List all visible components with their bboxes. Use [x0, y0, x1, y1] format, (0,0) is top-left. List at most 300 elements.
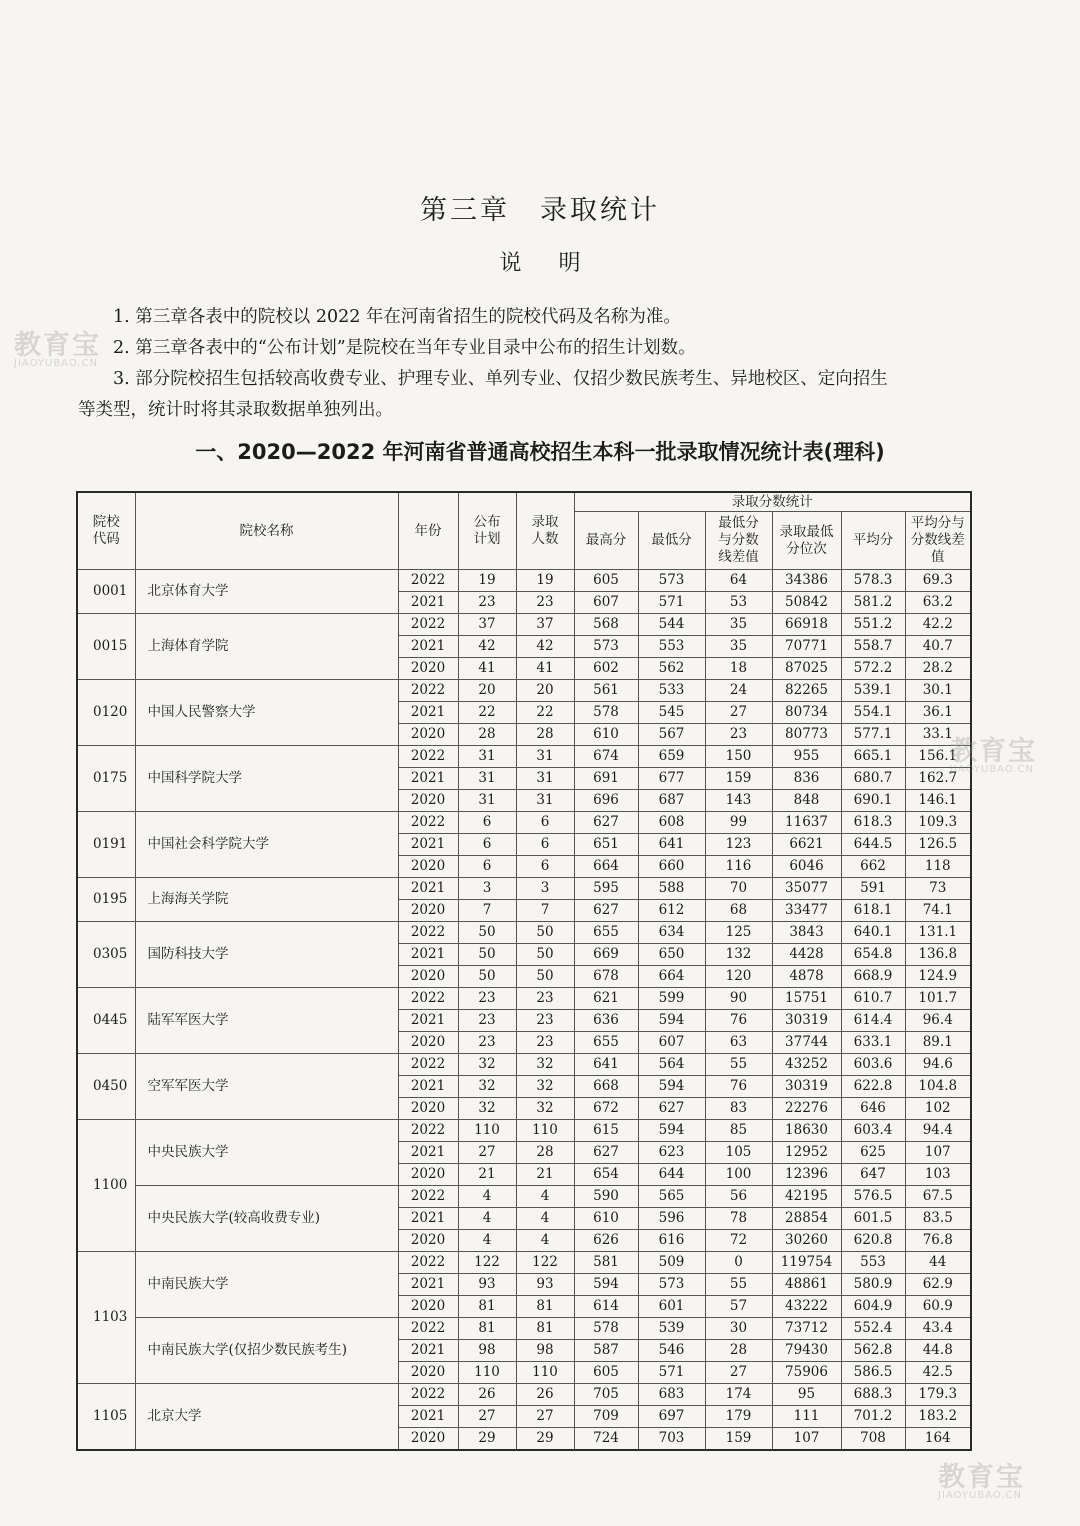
- avg-diff-cell: 183.2: [905, 1406, 971, 1428]
- plan-cell: 50: [458, 966, 516, 988]
- avg-score-cell: 610.7: [841, 988, 905, 1010]
- min-rank-cell: 18630: [772, 1120, 841, 1142]
- min-score-cell: 594: [638, 1076, 705, 1098]
- year-cell: 2022: [398, 988, 458, 1010]
- year-cell: 2021: [398, 1274, 458, 1296]
- avg-diff-cell: 40.7: [905, 636, 971, 658]
- min-diff-cell: 18: [705, 658, 772, 680]
- min-score-cell: 659: [638, 746, 705, 768]
- min-diff-cell: 56: [705, 1186, 772, 1208]
- avg-score-cell: 601.5: [841, 1208, 905, 1230]
- min-rank-cell: 11637: [772, 812, 841, 834]
- min-diff-cell: 123: [705, 834, 772, 856]
- year-cell: 2020: [398, 1098, 458, 1120]
- min-rank-cell: 66918: [772, 614, 841, 636]
- avg-diff-cell: 94.6: [905, 1054, 971, 1076]
- min-score-cell: 545: [638, 702, 705, 724]
- year-cell: 2022: [398, 922, 458, 944]
- avg-diff-cell: 94.4: [905, 1120, 971, 1142]
- avg-diff-cell: 107: [905, 1142, 971, 1164]
- header-admitted: 录取人数: [516, 492, 574, 570]
- avg-diff-cell: 63.2: [905, 592, 971, 614]
- admitted-cell: 4: [516, 1230, 574, 1252]
- avg-diff-cell: 164: [905, 1428, 971, 1451]
- max-score-cell: 669: [574, 944, 638, 966]
- watermark-bottom-sub: JIAOYUBAO.CN: [938, 1490, 1022, 1501]
- avg-score-cell: 622.8: [841, 1076, 905, 1098]
- max-score-cell: 587: [574, 1340, 638, 1362]
- avg-diff-cell: 83.5: [905, 1208, 971, 1230]
- max-score-cell: 641: [574, 1054, 638, 1076]
- year-cell: 2020: [398, 1296, 458, 1318]
- avg-diff-cell: 42.5: [905, 1362, 971, 1384]
- min-diff-cell: 35: [705, 614, 772, 636]
- min-rank-cell: 80773: [772, 724, 841, 746]
- admitted-cell: 6: [516, 856, 574, 878]
- school-name: 上海海关学院: [135, 878, 398, 922]
- min-score-cell: 616: [638, 1230, 705, 1252]
- year-cell: 2022: [398, 614, 458, 636]
- max-score-cell: 578: [574, 1318, 638, 1340]
- avg-score-cell: 701.2: [841, 1406, 905, 1428]
- school-code: 0445: [77, 988, 135, 1054]
- avg-score-cell: 562.8: [841, 1340, 905, 1362]
- admitted-cell: 23: [516, 1010, 574, 1032]
- max-score-cell: 561: [574, 680, 638, 702]
- avg-score-cell: 640.1: [841, 922, 905, 944]
- plan-cell: 4: [458, 1186, 516, 1208]
- table-body: [77, 570, 971, 1451]
- max-score-cell: 709: [574, 1406, 638, 1428]
- max-score-cell: 636: [574, 1010, 638, 1032]
- min-diff-cell: 57: [705, 1296, 772, 1318]
- avg-diff-cell: 136.8: [905, 944, 971, 966]
- admitted-cell: 23: [516, 1032, 574, 1054]
- plan-cell: 50: [458, 944, 516, 966]
- chapter-title: 第三章 录取统计: [420, 195, 660, 226]
- avg-score-cell: 539.1: [841, 680, 905, 702]
- min-rank-cell: 4878: [772, 966, 841, 988]
- plan-cell: 42: [458, 636, 516, 658]
- min-rank-cell: 3843: [772, 922, 841, 944]
- school-name: 中国人民警察大学: [135, 680, 398, 746]
- max-score-cell: 581: [574, 1252, 638, 1274]
- school-code: 1105: [77, 1384, 135, 1451]
- plan-cell: 23: [458, 1032, 516, 1054]
- table-row: [77, 1120, 971, 1142]
- admitted-cell: 98: [516, 1340, 574, 1362]
- admitted-cell: 32: [516, 1098, 574, 1120]
- admitted-cell: 28: [516, 1142, 574, 1164]
- min-diff-cell: 159: [705, 768, 772, 790]
- avg-score-cell: 553: [841, 1252, 905, 1274]
- min-score-cell: 562: [638, 658, 705, 680]
- school-code: 0195: [77, 878, 135, 922]
- plan-cell: 26: [458, 1384, 516, 1406]
- min-diff-cell: 23: [705, 724, 772, 746]
- min-rank-cell: 30260: [772, 1230, 841, 1252]
- note-3-continued: 等类型，统计时将其录取数据单独列出。: [78, 400, 393, 420]
- watermark-left-sub: JIAOYUBAO.CN: [14, 358, 98, 369]
- avg-diff-cell: 28.2: [905, 658, 971, 680]
- min-diff-cell: 24: [705, 680, 772, 702]
- school-code: 0450: [77, 1054, 135, 1120]
- admitted-cell: 50: [516, 922, 574, 944]
- avg-score-cell: 581.2: [841, 592, 905, 614]
- max-score-cell: 627: [574, 812, 638, 834]
- min-score-cell: 607: [638, 1032, 705, 1054]
- max-score-cell: 724: [574, 1428, 638, 1451]
- admitted-cell: 22: [516, 702, 574, 724]
- max-score-cell: 595: [574, 878, 638, 900]
- max-score-cell: 655: [574, 1032, 638, 1054]
- min-score-cell: 546: [638, 1340, 705, 1362]
- min-diff-cell: 116: [705, 856, 772, 878]
- min-score-cell: 594: [638, 1120, 705, 1142]
- avg-diff-cell: 103: [905, 1164, 971, 1186]
- max-score-cell: 691: [574, 768, 638, 790]
- school-code: 1100: [77, 1120, 135, 1252]
- max-score-cell: 678: [574, 966, 638, 988]
- min-diff-cell: 27: [705, 702, 772, 724]
- plan-cell: 81: [458, 1318, 516, 1340]
- plan-cell: 29: [458, 1428, 516, 1451]
- min-rank-cell: 15751: [772, 988, 841, 1010]
- avg-diff-cell: 156.1: [905, 746, 971, 768]
- avg-score-cell: 577.1: [841, 724, 905, 746]
- min-diff-cell: 68: [705, 900, 772, 922]
- avg-score-cell: 688.3: [841, 1384, 905, 1406]
- admitted-cell: 21: [516, 1164, 574, 1186]
- min-rank-cell: 42195: [772, 1186, 841, 1208]
- table-title: 一、2020—2022 年河南省普通高校招生本科一批录取情况统计表(理科): [195, 440, 885, 464]
- plan-cell: 110: [458, 1120, 516, 1142]
- min-diff-cell: 99: [705, 812, 772, 834]
- avg-score-cell: 647: [841, 1164, 905, 1186]
- max-score-cell: 607: [574, 592, 638, 614]
- school-code: 1103: [77, 1252, 135, 1384]
- avg-score-cell: 680.7: [841, 768, 905, 790]
- school-code: 0015: [77, 614, 135, 680]
- plan-cell: 32: [458, 1076, 516, 1098]
- admitted-cell: 93: [516, 1274, 574, 1296]
- min-rank-cell: 43252: [772, 1054, 841, 1076]
- min-score-cell: 664: [638, 966, 705, 988]
- year-cell: 2021: [398, 834, 458, 856]
- year-cell: 2021: [398, 1406, 458, 1428]
- year-cell: 2020: [398, 1164, 458, 1186]
- school-code: 0120: [77, 680, 135, 746]
- avg-diff-cell: 30.1: [905, 680, 971, 702]
- admitted-cell: 37: [516, 614, 574, 636]
- avg-diff-cell: 42.2: [905, 614, 971, 636]
- min-diff-cell: 63: [705, 1032, 772, 1054]
- avg-diff-cell: 96.4: [905, 1010, 971, 1032]
- min-rank-cell: 33477: [772, 900, 841, 922]
- max-score-cell: 705: [574, 1384, 638, 1406]
- min-score-cell: 594: [638, 1010, 705, 1032]
- admission-stats-table: [76, 491, 972, 1451]
- admitted-cell: 32: [516, 1076, 574, 1098]
- year-cell: 2020: [398, 1362, 458, 1384]
- plan-cell: 31: [458, 746, 516, 768]
- plan-cell: 27: [458, 1406, 516, 1428]
- min-diff-cell: 0: [705, 1252, 772, 1274]
- avg-diff-cell: 74.1: [905, 900, 971, 922]
- min-diff-cell: 159: [705, 1428, 772, 1451]
- admitted-cell: 81: [516, 1296, 574, 1318]
- year-cell: 2022: [398, 812, 458, 834]
- plan-cell: 28: [458, 724, 516, 746]
- year-cell: 2020: [398, 1032, 458, 1054]
- min-diff-cell: 174: [705, 1384, 772, 1406]
- avg-diff-cell: 102: [905, 1098, 971, 1120]
- avg-diff-cell: 67.5: [905, 1186, 971, 1208]
- plan-cell: 27: [458, 1142, 516, 1164]
- min-diff-cell: 27: [705, 1362, 772, 1384]
- max-score-cell: 627: [574, 900, 638, 922]
- school-name: 中南民族大学(仅招少数民族考生): [135, 1318, 398, 1384]
- admitted-cell: 122: [516, 1252, 574, 1274]
- admitted-cell: 31: [516, 790, 574, 812]
- year-cell: 2022: [398, 1384, 458, 1406]
- min-score-cell: 623: [638, 1142, 705, 1164]
- min-rank-cell: 50842: [772, 592, 841, 614]
- min-score-cell: 539: [638, 1318, 705, 1340]
- watermark-bottom-text: 教育宝: [938, 1462, 1025, 1493]
- max-score-cell: 605: [574, 1362, 638, 1384]
- min-rank-cell: 955: [772, 746, 841, 768]
- school-name: 上海体育学院: [135, 614, 398, 680]
- year-cell: 2022: [398, 746, 458, 768]
- year-cell: 2021: [398, 1076, 458, 1098]
- plan-cell: 50: [458, 922, 516, 944]
- min-score-cell: 703: [638, 1428, 705, 1451]
- min-score-cell: 677: [638, 768, 705, 790]
- table-row: [77, 680, 971, 702]
- plan-cell: 23: [458, 592, 516, 614]
- min-score-cell: 644: [638, 1164, 705, 1186]
- avg-score-cell: 618.3: [841, 812, 905, 834]
- plan-cell: 31: [458, 790, 516, 812]
- school-name: 中央民族大学(较高收费专业): [135, 1186, 398, 1252]
- min-diff-cell: 64: [705, 570, 772, 592]
- min-rank-cell: 28854: [772, 1208, 841, 1230]
- min-rank-cell: 12396: [772, 1164, 841, 1186]
- min-rank-cell: 70771: [772, 636, 841, 658]
- min-diff-cell: 100: [705, 1164, 772, 1186]
- year-cell: 2022: [398, 1252, 458, 1274]
- min-rank-cell: 82265: [772, 680, 841, 702]
- min-rank-cell: 6621: [772, 834, 841, 856]
- plan-cell: 110: [458, 1362, 516, 1384]
- admitted-cell: 81: [516, 1318, 574, 1340]
- watermark-right: [950, 729, 1037, 775]
- max-score-cell: 602: [574, 658, 638, 680]
- year-cell: 2021: [398, 1340, 458, 1362]
- avg-diff-cell: 73: [905, 878, 971, 900]
- year-cell: 2022: [398, 570, 458, 592]
- school-name: 中央民族大学: [135, 1120, 398, 1186]
- admitted-cell: 6: [516, 812, 574, 834]
- school-name: 中国科学院大学: [135, 746, 398, 812]
- admitted-cell: 31: [516, 746, 574, 768]
- avg-score-cell: 690.1: [841, 790, 905, 812]
- year-cell: 2020: [398, 658, 458, 680]
- max-score-cell: 654: [574, 1164, 638, 1186]
- year-cell: 2021: [398, 944, 458, 966]
- max-score-cell: 655: [574, 922, 638, 944]
- max-score-cell: 605: [574, 570, 638, 592]
- watermark-right-text: 教育宝: [950, 736, 1037, 767]
- avg-score-cell: 578.3: [841, 570, 905, 592]
- year-cell: 2022: [398, 1318, 458, 1340]
- avg-score-cell: 620.8: [841, 1230, 905, 1252]
- avg-score-cell: 633.1: [841, 1032, 905, 1054]
- plan-cell: 6: [458, 812, 516, 834]
- plan-cell: 32: [458, 1098, 516, 1120]
- min-rank-cell: 107: [772, 1428, 841, 1451]
- min-rank-cell: 111: [772, 1406, 841, 1428]
- admitted-cell: 31: [516, 768, 574, 790]
- avg-score-cell: 580.9: [841, 1274, 905, 1296]
- note-1: 1. 第三章各表中的院校以 2022 年在河南省招生的院校代码及名称为准。: [113, 307, 681, 327]
- min-score-cell: 612: [638, 900, 705, 922]
- max-score-cell: 674: [574, 746, 638, 768]
- min-diff-cell: 179: [705, 1406, 772, 1428]
- year-cell: 2020: [398, 1428, 458, 1451]
- max-score-cell: 668: [574, 1076, 638, 1098]
- min-rank-cell: 12952: [772, 1142, 841, 1164]
- table-row: [77, 614, 971, 636]
- min-rank-cell: 48861: [772, 1274, 841, 1296]
- year-cell: 2022: [398, 1186, 458, 1208]
- admitted-cell: 42: [516, 636, 574, 658]
- min-score-cell: 599: [638, 988, 705, 1010]
- header-plan: 公布计划: [458, 492, 516, 570]
- year-cell: 2020: [398, 856, 458, 878]
- max-score-cell: 594: [574, 1274, 638, 1296]
- admitted-cell: 110: [516, 1120, 574, 1142]
- year-cell: 2021: [398, 1010, 458, 1032]
- min-rank-cell: 4428: [772, 944, 841, 966]
- table-header: [77, 492, 971, 570]
- min-rank-cell: 35077: [772, 878, 841, 900]
- admitted-cell: 3: [516, 878, 574, 900]
- avg-score-cell: 614.4: [841, 1010, 905, 1032]
- plan-cell: 93: [458, 1274, 516, 1296]
- plan-cell: 32: [458, 1054, 516, 1076]
- avg-diff-cell: 60.9: [905, 1296, 971, 1318]
- school-code: 0305: [77, 922, 135, 988]
- watermark-right-sub: JIAOYUBAO.CN: [950, 764, 1034, 775]
- table-row: [77, 812, 971, 834]
- table-row: [77, 1252, 971, 1274]
- year-cell: 2020: [398, 1230, 458, 1252]
- min-rank-cell: 79430: [772, 1340, 841, 1362]
- avg-diff-cell: 118: [905, 856, 971, 878]
- avg-diff-cell: 69.3: [905, 570, 971, 592]
- table-row: [77, 1054, 971, 1076]
- avg-score-cell: 551.2: [841, 614, 905, 636]
- year-cell: 2022: [398, 1120, 458, 1142]
- explain-title: 说 明: [499, 251, 581, 276]
- avg-diff-cell: 36.1: [905, 702, 971, 724]
- plan-cell: 122: [458, 1252, 516, 1274]
- avg-score-cell: 654.8: [841, 944, 905, 966]
- header-name: 院校名称: [135, 492, 398, 570]
- min-score-cell: 571: [638, 1362, 705, 1384]
- avg-score-cell: 552.4: [841, 1318, 905, 1340]
- max-score-cell: 664: [574, 856, 638, 878]
- min-score-cell: 601: [638, 1296, 705, 1318]
- header-score-group: 录取分数统计: [574, 492, 971, 512]
- school-name: 陆军军医大学: [135, 988, 398, 1054]
- avg-diff-cell: 43.4: [905, 1318, 971, 1340]
- school-name: 国防科技大学: [135, 922, 398, 988]
- avg-diff-cell: 33.1: [905, 724, 971, 746]
- plan-cell: 31: [458, 768, 516, 790]
- min-diff-cell: 76: [705, 1010, 772, 1032]
- year-cell: 2021: [398, 1142, 458, 1164]
- admitted-cell: 23: [516, 592, 574, 614]
- avg-diff-cell: 76.8: [905, 1230, 971, 1252]
- plan-cell: 3: [458, 878, 516, 900]
- min-rank-cell: 848: [772, 790, 841, 812]
- avg-diff-cell: 162.7: [905, 768, 971, 790]
- plan-cell: 21: [458, 1164, 516, 1186]
- avg-score-cell: 554.1: [841, 702, 905, 724]
- max-score-cell: 573: [574, 636, 638, 658]
- max-score-cell: 621: [574, 988, 638, 1010]
- header-avg-diff: 平均分与分数线差值: [905, 512, 971, 570]
- min-rank-cell: 95: [772, 1384, 841, 1406]
- school-name: 中国社会科学院大学: [135, 812, 398, 878]
- min-score-cell: 553: [638, 636, 705, 658]
- year-cell: 2021: [398, 1208, 458, 1230]
- max-score-cell: 590: [574, 1186, 638, 1208]
- max-score-cell: 610: [574, 1208, 638, 1230]
- plan-cell: 23: [458, 988, 516, 1010]
- plan-cell: 6: [458, 834, 516, 856]
- avg-diff-cell: 131.1: [905, 922, 971, 944]
- min-diff-cell: 143: [705, 790, 772, 812]
- min-rank-cell: 22276: [772, 1098, 841, 1120]
- admitted-cell: 19: [516, 570, 574, 592]
- avg-diff-cell: 89.1: [905, 1032, 971, 1054]
- plan-cell: 41: [458, 658, 516, 680]
- year-cell: 2020: [398, 900, 458, 922]
- admitted-cell: 41: [516, 658, 574, 680]
- avg-score-cell: 572.2: [841, 658, 905, 680]
- header-min: 最低分: [638, 512, 705, 570]
- header-year: 年份: [398, 492, 458, 570]
- plan-cell: 6: [458, 856, 516, 878]
- min-diff-cell: 83: [705, 1098, 772, 1120]
- year-cell: 2020: [398, 724, 458, 746]
- min-diff-cell: 90: [705, 988, 772, 1010]
- max-score-cell: 614: [574, 1296, 638, 1318]
- avg-score-cell: 668.9: [841, 966, 905, 988]
- min-score-cell: 571: [638, 592, 705, 614]
- min-score-cell: 596: [638, 1208, 705, 1230]
- min-score-cell: 573: [638, 570, 705, 592]
- max-score-cell: 696: [574, 790, 638, 812]
- school-name: 北京大学: [135, 1384, 398, 1451]
- min-rank-cell: 87025: [772, 658, 841, 680]
- min-diff-cell: 76: [705, 1076, 772, 1098]
- min-score-cell: 641: [638, 834, 705, 856]
